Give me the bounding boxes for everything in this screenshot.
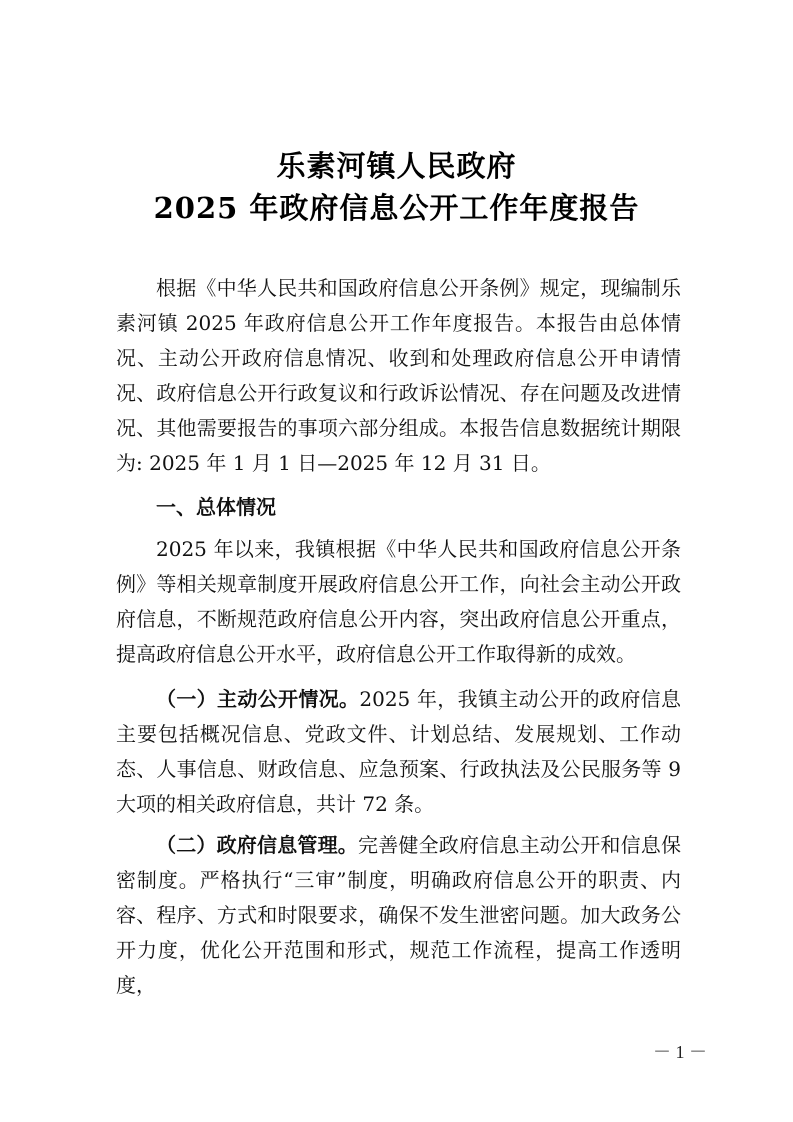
intro-paragraph: 根据《中华人民共和国政府信息公开条例》规定，现编制乐素河镇 2025 年政府信息公开工作年度报告。本报告由总体情况、主动公开政府信息情况、收到和处理政府信息公开申请情况、政府信息公开行政复议和行政诉讼情况、存在问题及改进情况、其他需要报告的事项六部分组成。本报告信息数据统计期限为: 2025 年 1 月 1 日—2025 年 12 月 31 日。 [116,276,681,475]
active-disclosure-body: 2025 年，我镇主动公开的政府信息主要包括概况信息、党政文件、计划总结、发展规划、工作动态、人事信息、财政信息、应急预案、行政执法及公民服务等 9 大项的相关政府信息，共计 72 条。 [116,687,682,816]
page-number: － 1 － [653,1042,707,1062]
active-disclosure-paragraph [116,682,681,822]
overview-paragraph: 2025 年以来，我镇根据《中华人民共和国政府信息公开条例》等相关规章制度开展政府信息公开工作，向社会主动公开政府信息，不断规范政府信息公开内容，突出政府信息公开重点，提高政府信息公开水平，政府信息公开工作取得新的成效。 [116,537,681,666]
info-management-lead: （二）政府信息管理。 [156,833,358,857]
info-management-paragraph [116,828,681,1003]
active-disclosure-lead: （一）主动公开情况。 [156,687,360,711]
info-management-body: 完善健全政府信息主动公开和信息保密制度。严格执行“三审”制度，明确政府信息公开的职责、内容、程序、方式和时限要求，确保不发生泄密问题。加大政务公开力度，优化公开范围和形式，规范工作流程，提高工作透明度， [116,833,681,997]
document-title-line-1: 乐素河镇人民政府 [276,149,517,183]
document-title-line-2: 2025 年政府信息公开工作年度报告 [153,191,640,225]
section-heading-overview: 一、总体情况 [156,495,276,519]
